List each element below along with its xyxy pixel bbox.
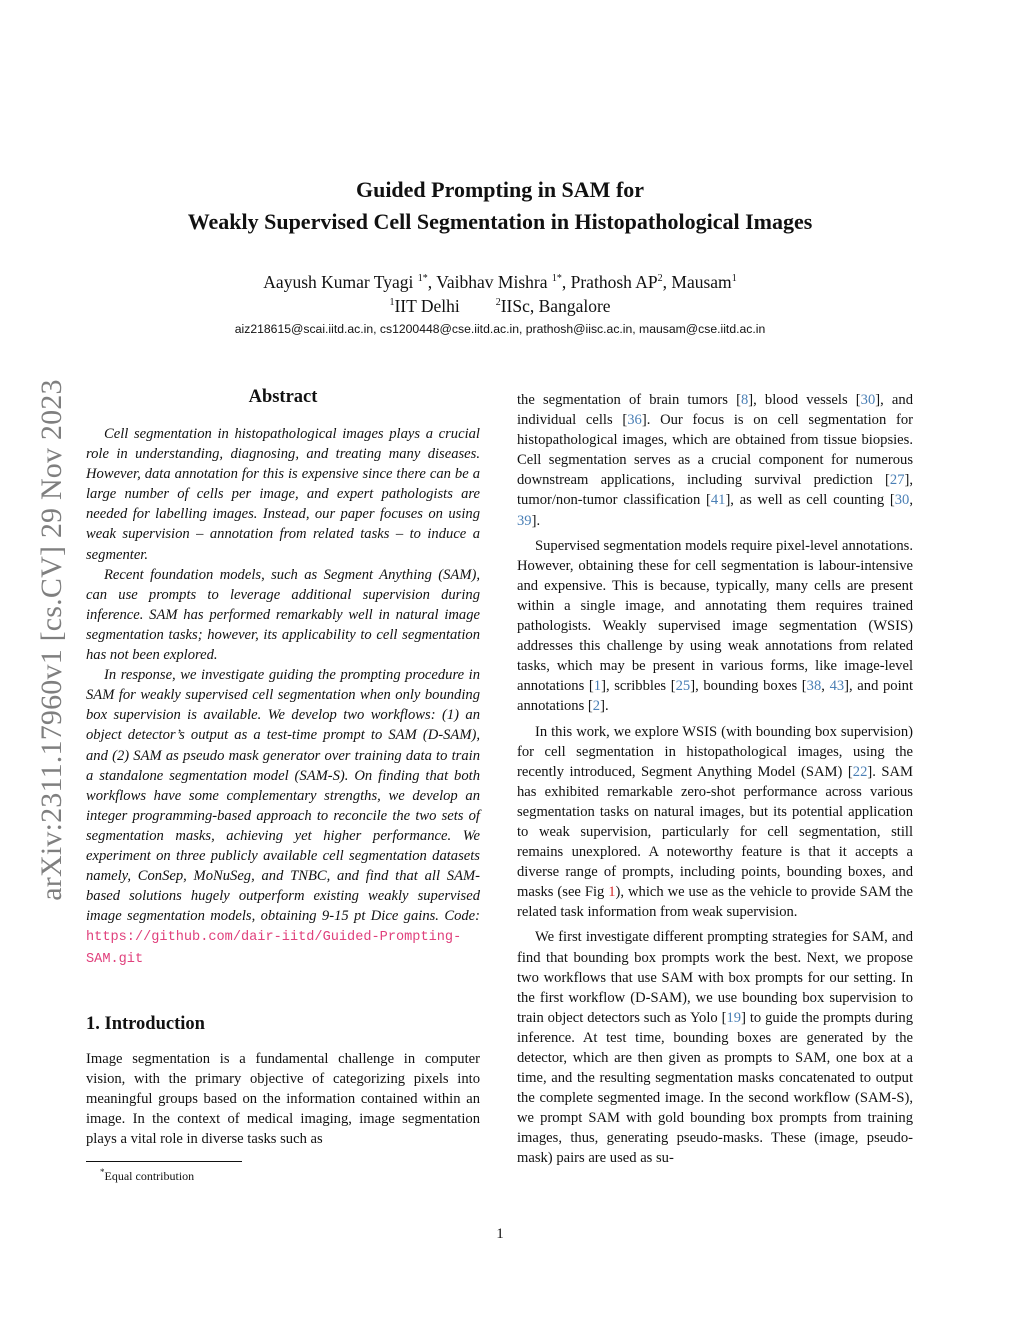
abstract-paragraph-3-text: In response, we investigate guiding the prompting procedure in SAM for weakly supervised cell segmentation when only bounding box supervision is available. We develop two workflows: (1) an object detector’s output as a test-time prompt to SAM (D-SAM), and (2) SAM as pseudo mask generator over training data to train a standalone segmentation model (SAM-S). On finding that both workflows have some complementary strengths, we develop an integer programming-based approach to reconcile the two sets of segmentation masks, achieving yet higher performance. We experiment on three publicly available cell segmentation datasets namely, ConSep, MoNuSeg, and TNBC, and find that all SAM-based solutions hugely outperform existing weakly supervised image segmentation models, obtaining 9-15 pt Dice gains. Code:: [86, 667, 480, 925]
text-run: ], and individual cells [: [517, 392, 913, 429]
text-run: ], bounding boxes [: [690, 678, 807, 695]
paper-title-line-2: Weakly Supervised Cell Segmentation in Histopathological Images: [187, 209, 813, 234]
text-run: ]. Our focus is on cell segmentation for histopathological images, which are obtained from tissue biopsies. Cell segmentation serves as a crucial component for numerous downstream applications, including survival prediction [: [517, 412, 913, 489]
citation-link[interactable]: 2: [592, 698, 601, 715]
intro-paragraph-this-work: [517, 722, 913, 923]
author-4-affiliation-mark: 1: [731, 273, 737, 285]
paper-title: [0, 174, 1000, 238]
affiliations: [0, 294, 1000, 318]
citation-link[interactable]: 27: [889, 472, 905, 489]
affiliation-1: [389, 296, 459, 316]
text-run: the segmentation of brain tumors [: [517, 392, 741, 408]
footnote-mark: *: [100, 1167, 105, 1177]
left-column: [86, 384, 480, 1184]
citation-link[interactable]: 1: [593, 678, 602, 695]
author-1: Aayush Kumar Tyagi: [263, 272, 418, 292]
abstract-paragraph-2: Recent foundation models, such as Segment Anything (SAM), can use prompts to leverage additional supervision during inference. SAM has performed remarkably well in natural image segmentation tasks; however, its applicability to cell segmentation has not been explored.: [86, 566, 480, 664]
arxiv-identifier-stamp: arXiv:2311.17960v1 [cs.CV] 29 Nov 2023: [35, 379, 68, 901]
text-run: In this work, we explore WSIS (with bounding box supervision) for cell segmentation in histopathological images, using the recently introduced, Segment Anything Model (SAM) [: [517, 723, 913, 780]
introduction-paragraph-1: Image segmentation is a fundamental challenge in computer vision, with the primary objective of categorizing pixels into meaningful groups based on the information contained within an image. In the context of medical imaging, image segmentation plays a vital role in diverse tasks such as: [86, 1050, 480, 1147]
abstract-paragraph-1: Cell segmentation in histopathological images plays a crucial role in understanding, diagnosing, and treating many diseases. However, data annotation for this is expensive since there can be a large number of cells per image, and expert pathologists are needed for labelling images. Instead, our paper focuses on using weak supervision – annotation from related tasks – to induce a segmenter.: [86, 426, 480, 563]
text-run: ), which we use as the vehicle to provide SAM the related task information from weak supervision.: [517, 884, 913, 921]
citation-link[interactable]: 25: [675, 678, 691, 695]
affiliation-1-name: IIT Delhi: [394, 296, 460, 316]
author-2: , Vaibhav Mishra: [427, 272, 552, 292]
affiliation-2: [496, 296, 611, 316]
citation-link[interactable]: 43: [829, 678, 845, 695]
intro-paragraph-continued: [517, 390, 913, 531]
affiliation-2-mark: 2: [495, 297, 501, 309]
text-run: ], blood vessels [: [748, 392, 861, 408]
footnote-divider: [86, 1161, 242, 1162]
author-4: , Mausam: [662, 272, 732, 292]
affiliation-1-mark: 1: [389, 297, 395, 309]
citation-link[interactable]: 8: [740, 392, 749, 408]
citation-link[interactable]: 30: [860, 392, 876, 408]
citation-link[interactable]: 39: [517, 512, 532, 529]
abstract-heading: Abstract: [248, 387, 318, 407]
text-run: ], as well as cell counting [: [725, 492, 895, 509]
citation-link[interactable]: 30: [894, 492, 910, 509]
text-run: ], tumor/non-tumor classification [: [517, 472, 913, 509]
citation-link[interactable]: 36: [627, 412, 642, 429]
author-list: [0, 270, 1000, 294]
citation-link[interactable]: 19: [726, 1009, 742, 1026]
intro-paragraph-workflows: [517, 927, 913, 1168]
text-run: ], scribbles [: [601, 678, 676, 695]
page-number: 1: [496, 1226, 504, 1242]
text-run: Supervised segmentation models require pixel-level annotations. However, obtaining these for cell segmentation is labour-intensive and expensive. This is because, typically, many cells are present within a single image, and annotating them requires trained pathologists. Weakly supervised image segmentation (WSIS) addresses this challenge by using weak annotations from related tasks, which may be present in various forms, like image-level annotations [: [517, 537, 913, 695]
author-3: , Prathosh AP: [561, 272, 658, 292]
author-3-affiliation-mark: 2: [657, 273, 663, 285]
footnote: [86, 1168, 480, 1184]
citation-link[interactable]: 22: [852, 763, 868, 780]
text-run: ], and point annotations [: [517, 678, 914, 715]
figure-reference-link[interactable]: 1: [608, 884, 616, 901]
text-run: ].: [600, 698, 609, 715]
text-run: We first investigate different prompting strategies for SAM, and find that bounding box prompts work the best. Next, we propose two workflows that use SAM with box prompts for our setting. In the first workflow (D-SAM), we use bounding box supervision to train object detectors such as Yolo [: [517, 929, 913, 1026]
text-run: ,: [909, 492, 913, 509]
text-run: ,: [821, 678, 830, 695]
right-column: [517, 390, 913, 1169]
text-run: ]. SAM has exhibited remarkable zero-shot performance across various segmentation tasks on natural images, but its potential application to weak supervision, particularly for cell segmentation, still remains unexplored. A noteworthy feature is that it accepts a diverse range of prompts, including points, bounding boxes, and masks (see Fig: [517, 763, 913, 901]
text-run: ].: [531, 512, 541, 529]
abstract-paragraph-3: [86, 665, 480, 970]
citation-link[interactable]: 38: [806, 678, 822, 695]
introduction-heading: 1. Introduction: [86, 1013, 205, 1034]
code-repository-link[interactable]: https://github.com/dair-iitd/Guided-Prompting-SAM.git: [86, 930, 462, 968]
footnote-text: Equal contribution: [104, 1169, 195, 1183]
affiliation-2-name: IISc, Bangalore: [500, 296, 611, 316]
intro-paragraph-supervised: [517, 536, 913, 717]
text-run: ] to guide the prompts during inference. At test time, bounding boxes are generated by the detector, which are then given as prompts to SAM, one box at a time, and the resulting segmentation masks concatenated to output the complete segmented image. In the second workflow (SAM-S), we prompt SAM with gold bounding box prompts from training images, thus, generating pseudo-masks. These (image, pseudo-mask) pairs are used as su-: [517, 1009, 913, 1167]
author-2-affiliation-mark: 1*: [551, 273, 562, 285]
paper-title-line-1: Guided Prompting in SAM for: [355, 177, 645, 202]
author-emails[interactable]: aiz218615@scai.iitd.ac.in, cs1200448@cse.iitd.ac.in, prathosh@iisc.ac.in, mausam@cse.iitd.ac.in: [234, 322, 766, 336]
citation-link[interactable]: 41: [710, 492, 726, 509]
author-1-affiliation-mark: 1*: [417, 273, 428, 285]
